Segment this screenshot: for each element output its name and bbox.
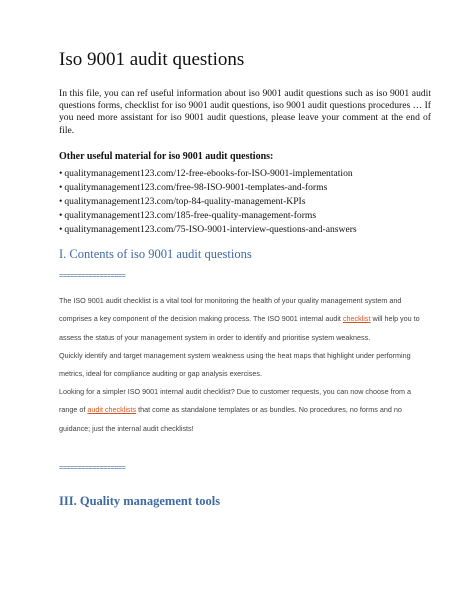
- separator-line: ==================: [59, 465, 126, 472]
- list-item: • qualitymanagement123.com/185-free-quality-management-forms: [59, 209, 357, 223]
- paragraph-text: Quickly identify and target management system weakness using the heat maps that highlight under performing metrics, ideal for compliance auditing or gap analysis exercises.: [59, 350, 411, 379]
- section-heading-contents: I. Contents of iso 9001 audit questions: [59, 247, 252, 261]
- checklist-paragraph: [59, 292, 421, 383]
- other-material-heading: Other useful material for iso 9001 audit questions:: [59, 151, 274, 162]
- section-heading-tools: III. Quality management tools: [59, 494, 221, 508]
- list-item: • qualitymanagement123.com/75-ISO-9001-interview-questions-and-answers: [59, 223, 357, 237]
- paragraph-text: The ISO 9001 audit checklist is a vital tool for monitoring the health of your quality management system and comprises a key component of the decision making process. The ISO 9001 internal audit: [59, 296, 402, 324]
- simpler-checklist-paragraph: [59, 383, 421, 438]
- paragraph-text: that come as standalone templates or as bundles. No procedures, no forms and no guidance; just the internal audit checklists!: [59, 405, 402, 433]
- intro-paragraph: In this file, you can ref useful information about iso 9001 audit questions such as iso 9001 audit questions forms, checklist for iso 9001 audit questions, iso 9001 audit questions procedures … If you need more assistant for iso 9001 audit questions, please leave your comment at the end of file.: [59, 88, 431, 136]
- list-item: • qualitymanagement123.com/top-84-quality-management-KPIs: [59, 195, 357, 209]
- document-title: Iso 9001 audit questions: [59, 49, 245, 70]
- paragraph-text: will help you to assess the status of your management system in order to identify and prioritise system weakness.: [59, 314, 420, 342]
- list-item: • qualitymanagement123.com/free-98-ISO-9001-templates-and-forms: [59, 181, 357, 195]
- list-item: • qualitymanagement123.com/12-free-ebooks-for-ISO-9001-implementation: [59, 167, 357, 181]
- audit-checklists-link[interactable]: audit checklists: [87, 405, 137, 415]
- separator-line: ==================: [59, 273, 126, 280]
- resource-list: [59, 167, 357, 237]
- paragraph-text: Looking for a simpler ISO 9001 internal audit checklist? Due to customer requests, you can now choose from a range of: [59, 387, 411, 415]
- checklist-link[interactable]: checklist: [342, 314, 371, 324]
